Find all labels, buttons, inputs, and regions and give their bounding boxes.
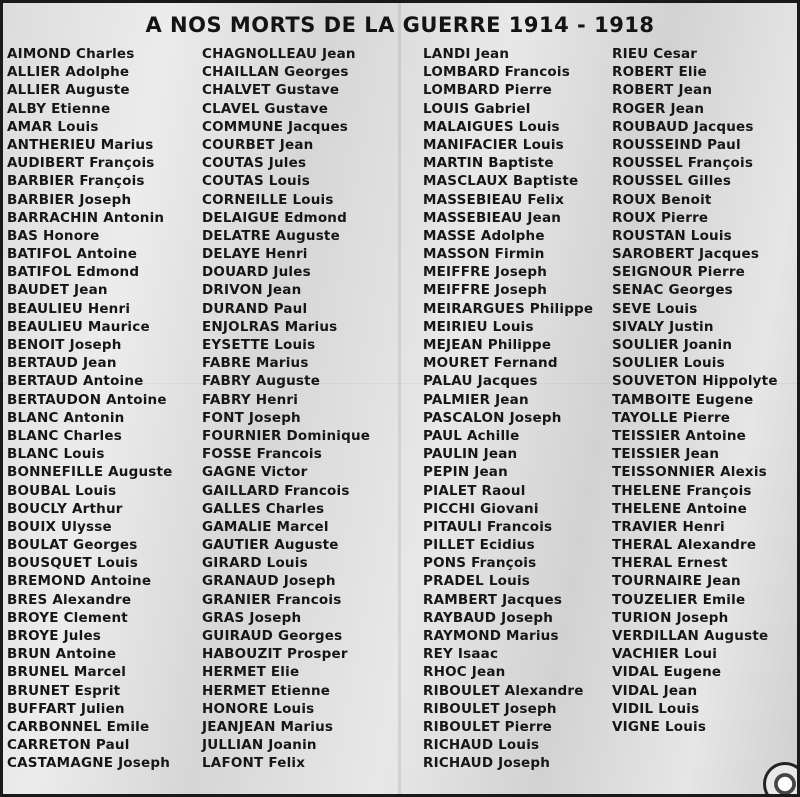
memorial-name: THELENE François bbox=[612, 482, 752, 499]
memorial-name: RIEU Cesar bbox=[612, 46, 698, 62]
memorial-name: GAILLARD Francois bbox=[202, 482, 350, 499]
memorial-name: BUFFART Julien bbox=[7, 700, 125, 717]
memorial-name: SEVE Louis bbox=[612, 300, 698, 317]
memorial-name: BARBIER Joseph bbox=[7, 191, 132, 208]
memorial-name: BERTAUDON Antoine bbox=[7, 391, 167, 408]
memorial-name: PICCHI Giovani bbox=[423, 500, 539, 517]
memorial-name: HERMET Elie bbox=[202, 664, 300, 681]
memorial-name: ROUX Pierre bbox=[612, 209, 709, 226]
memorial-name: ALLIER Auguste bbox=[7, 82, 130, 99]
memorial-name: MASSEBIEAU Felix bbox=[423, 191, 565, 208]
memorial-name: BOUSQUET Louis bbox=[7, 555, 138, 572]
memorial-name: FOSSE Francois bbox=[202, 446, 322, 463]
memorial-name: THERAL Ernest bbox=[612, 555, 728, 572]
memorial-plaque bbox=[3, 3, 797, 794]
memorial-name: HONORE Louis bbox=[202, 700, 315, 717]
memorial-name: MEIFFRE Joseph bbox=[423, 264, 548, 281]
memorial-name: AMAR Louis bbox=[7, 118, 99, 135]
memorial-name: PAUL Achille bbox=[423, 427, 520, 444]
memorial-name: BERTAUD Jean bbox=[7, 355, 117, 372]
memorial-name: GRANIER Francois bbox=[202, 591, 342, 608]
medallion-emblem bbox=[763, 762, 797, 794]
memorial-name: BRUN Antoine bbox=[7, 646, 117, 663]
memorial-name: TOUZELIER Emile bbox=[612, 591, 746, 608]
memorial-name: SIVALY Justin bbox=[612, 318, 714, 335]
memorial-name: BONNEFILLE Auguste bbox=[7, 464, 173, 481]
memorial-name: ROUSSEL Gilles bbox=[612, 173, 732, 190]
memorial-name: VACHIER Loui bbox=[612, 646, 718, 663]
memorial-name: TEISSONNIER Alexis bbox=[612, 464, 767, 481]
memorial-name: GAUTIER Auguste bbox=[202, 537, 339, 554]
memorial-name: BLANC Louis bbox=[7, 446, 105, 463]
memorial-name: VERDILLAN Auguste bbox=[612, 628, 769, 644]
memorial-name: BAS Honore bbox=[7, 227, 100, 244]
memorial-name: MASCLAUX Baptiste bbox=[423, 173, 579, 190]
memorial-name: BAUDET Jean bbox=[7, 282, 108, 299]
memorial-name: PALAU Jacques bbox=[423, 373, 538, 390]
memorial-name: SOULIER Joanin bbox=[612, 337, 733, 353]
memorial-name: BEAULIEU Henri bbox=[7, 300, 131, 317]
names-column-1 bbox=[7, 45, 173, 773]
memorial-name: BOUBAL Louis bbox=[7, 482, 117, 499]
memorial-name: BREMOND Antoine bbox=[7, 573, 152, 590]
memorial-name: FABRY Auguste bbox=[202, 373, 321, 390]
memorial-name: RAMBERT Jacques bbox=[423, 591, 563, 608]
memorial-name: CARRETON Paul bbox=[7, 737, 130, 754]
memorial-name: PILLET Ecidius bbox=[423, 537, 535, 554]
memorial-name: MASSEBIEAU Jean bbox=[423, 209, 562, 226]
memorial-name: RIBOULET Pierre bbox=[423, 718, 553, 735]
memorial-name: DOUARD Jules bbox=[202, 264, 311, 281]
memorial-name: GRAS Joseph bbox=[202, 609, 302, 626]
memorial-name: REY Isaac bbox=[423, 646, 499, 663]
memorial-name: BOUIX Ulysse bbox=[7, 518, 112, 535]
memorial-name: BATIFOL Edmond bbox=[7, 264, 140, 281]
memorial-name: PEPIN Jean bbox=[423, 464, 508, 481]
memorial-name: MASSON Firmin bbox=[423, 246, 545, 263]
memorial-name: LAFONT Felix bbox=[202, 755, 306, 772]
memorial-name: CLAVEL Gustave bbox=[202, 100, 329, 117]
memorial-name: ANTHERIEU Marius bbox=[7, 136, 154, 153]
memorial-name: FONT Joseph bbox=[202, 409, 301, 426]
memorial-name: PASCALON Joseph bbox=[423, 409, 562, 426]
memorial-name: GUIRAUD Georges bbox=[202, 628, 343, 644]
memorial-name: EYSETTE Louis bbox=[202, 337, 316, 353]
memorial-name: THERAL Alexandre bbox=[612, 537, 757, 554]
memorial-name: PONS François bbox=[423, 555, 537, 572]
memorial-name: AUDIBERT François bbox=[7, 155, 155, 172]
memorial-name: VIDAL Eugene bbox=[612, 664, 722, 681]
memorial-name: GIRARD Louis bbox=[202, 555, 308, 572]
memorial-name: ALBY Etienne bbox=[7, 100, 111, 117]
memorial-name: PIALET Raoul bbox=[423, 482, 526, 499]
memorial-name: VIDIL Louis bbox=[612, 700, 700, 717]
memorial-name: TAMBOITE Eugene bbox=[612, 391, 754, 408]
memorial-name: LANDI Jean bbox=[423, 46, 510, 62]
memorial-name: HERMET Etienne bbox=[202, 682, 331, 699]
memorial-name: DURAND Paul bbox=[202, 300, 308, 317]
memorial-name: RICHAUD Joseph bbox=[423, 755, 551, 772]
memorial-name: COUTAS Jules bbox=[202, 155, 307, 172]
memorial-name: HABOUZIT Prosper bbox=[202, 646, 348, 663]
memorial-name: PITAULI Francois bbox=[423, 518, 553, 535]
memorial-name: VIGNE Louis bbox=[612, 718, 707, 735]
memorial-name: RIBOULET Alexandre bbox=[423, 682, 584, 699]
memorial-name: PRADEL Louis bbox=[423, 573, 531, 590]
memorial-name: SOUVETON Hippolyte bbox=[612, 373, 778, 390]
memorial-name: GAMALIE Marcel bbox=[202, 518, 329, 535]
memorial-name: BRES Alexandre bbox=[7, 591, 132, 608]
memorial-name: BATIFOL Antoine bbox=[7, 246, 138, 263]
memorial-name: MASSE Adolphe bbox=[423, 227, 545, 244]
names-column-4 bbox=[612, 45, 778, 736]
memorial-name: CHALVET Gustave bbox=[202, 82, 340, 99]
memorial-name: COUTAS Louis bbox=[202, 173, 310, 190]
memorial-name: VIDAL Jean bbox=[612, 682, 698, 699]
memorial-name: ENJOLRAS Marius bbox=[202, 318, 338, 335]
memorial-name: TEISSIER Jean bbox=[612, 446, 720, 463]
memorial-name: DELAIGUE Edmond bbox=[202, 209, 347, 226]
memorial-name: GALLES Charles bbox=[202, 500, 325, 517]
memorial-name: BERTAUD Antoine bbox=[7, 373, 144, 390]
memorial-name: MARTIN Baptiste bbox=[423, 155, 554, 172]
memorial-name: MOURET Fernand bbox=[423, 355, 558, 372]
memorial-name: RHOC Jean bbox=[423, 664, 506, 681]
memorial-name: BLANC Antonin bbox=[7, 409, 125, 426]
memorial-name: MALAIGUES Louis bbox=[423, 118, 560, 135]
memorial-name: DELATRE Auguste bbox=[202, 227, 340, 244]
memorial-name: COURBET Jean bbox=[202, 136, 314, 153]
memorial-name: RAYBAUD Joseph bbox=[423, 609, 554, 626]
memorial-name: RIBOULET Joseph bbox=[423, 700, 557, 717]
memorial-name: ROUSTAN Louis bbox=[612, 227, 732, 244]
memorial-name: JEANJEAN Marius bbox=[202, 718, 334, 735]
memorial-name: BROYE Clement bbox=[7, 609, 128, 626]
memorial-name: FABRE Marius bbox=[202, 355, 309, 372]
memorial-name: ROBERT Elie bbox=[612, 64, 707, 81]
memorial-name: ROBERT Jean bbox=[612, 82, 713, 99]
names-column-3 bbox=[423, 45, 593, 773]
memorial-name: LOMBARD Pierre bbox=[423, 82, 553, 99]
memorial-name: PAULIN Jean bbox=[423, 446, 518, 463]
memorial-name: BENOIT Joseph bbox=[7, 337, 122, 353]
memorial-name: MEIFFRE Joseph bbox=[423, 282, 548, 299]
memorial-title: A NOS MORTS DE LA GUERRE 1914 - 1918 bbox=[145, 13, 655, 37]
memorial-name: COMMUNE Jacques bbox=[202, 118, 349, 135]
memorial-name: BRUNEL Marcel bbox=[7, 664, 127, 681]
memorial-name: BARBIER François bbox=[7, 173, 145, 190]
memorial-name: MANIFACIER Louis bbox=[423, 136, 564, 153]
memorial-name: PALMIER Jean bbox=[423, 391, 529, 408]
memorial-name: CHAGNOLLEAU Jean bbox=[202, 46, 356, 62]
memorial-name: BRUNET Esprit bbox=[7, 682, 121, 699]
memorial-name: TURION Joseph bbox=[612, 609, 729, 626]
memorial-name: THELENE Antoine bbox=[612, 500, 747, 517]
memorial-name: CHAILLAN Georges bbox=[202, 64, 349, 81]
memorial-name: ROUX Benoit bbox=[612, 191, 712, 208]
memorial-name: ROUSSEIND Paul bbox=[612, 136, 741, 153]
memorial-name: ALLIER Adolphe bbox=[7, 64, 130, 81]
memorial-name: BLANC Charles bbox=[7, 427, 122, 444]
memorial-name: SOULIER Louis bbox=[612, 355, 725, 372]
marble-vein bbox=[398, 3, 401, 794]
names-column-2 bbox=[202, 45, 370, 773]
memorial-name: CARBONNEL Emile bbox=[7, 718, 150, 735]
memorial-name: BARRACHIN Antonin bbox=[7, 209, 165, 226]
memorial-name: RAYMOND Marius bbox=[423, 628, 559, 644]
memorial-name: ROUSSEL François bbox=[612, 155, 754, 172]
memorial-name: GRANAUD Joseph bbox=[202, 573, 336, 590]
memorial-name: SENAC Georges bbox=[612, 282, 733, 299]
memorial-name: TAYOLLE Pierre bbox=[612, 409, 731, 426]
memorial-name: LOUIS Gabriel bbox=[423, 100, 531, 117]
memorial-name: BOULAT Georges bbox=[7, 537, 138, 554]
memorial-name: SAROBERT Jacques bbox=[612, 246, 760, 263]
memorial-name: TOURNAIRE Jean bbox=[612, 573, 741, 590]
memorial-name: MEIRIEU Louis bbox=[423, 318, 534, 335]
memorial-name: TEISSIER Antoine bbox=[612, 427, 747, 444]
memorial-name: LOMBARD Francois bbox=[423, 64, 570, 81]
memorial-name: TRAVIER Henri bbox=[612, 518, 725, 535]
memorial-name: CASTAMAGNE Joseph bbox=[7, 755, 171, 772]
memorial-name: BROYE Jules bbox=[7, 628, 102, 644]
memorial-name: BOUCLY Arthur bbox=[7, 500, 123, 517]
memorial-name: CORNEILLE Louis bbox=[202, 191, 334, 208]
memorial-name: GAGNE Victor bbox=[202, 464, 308, 481]
memorial-name: MEIRARGUES Philippe bbox=[423, 300, 594, 317]
memorial-name: JULLIAN Joanin bbox=[202, 737, 317, 754]
memorial-name: AIMOND Charles bbox=[7, 46, 135, 62]
memorial-name: FABRY Henri bbox=[202, 391, 299, 408]
memorial-name: BEAULIEU Maurice bbox=[7, 318, 150, 335]
memorial-name: MEJEAN Philippe bbox=[423, 337, 552, 353]
memorial-name: SEIGNOUR Pierre bbox=[612, 264, 746, 281]
memorial-name: DRIVON Jean bbox=[202, 282, 302, 299]
memorial-name: FOURNIER Dominique bbox=[202, 427, 371, 444]
memorial-name: RICHAUD Louis bbox=[423, 737, 540, 754]
memorial-name: ROGER Jean bbox=[612, 100, 705, 117]
memorial-name: DELAYE Henri bbox=[202, 246, 308, 263]
memorial-name: ROUBAUD Jacques bbox=[612, 118, 754, 135]
